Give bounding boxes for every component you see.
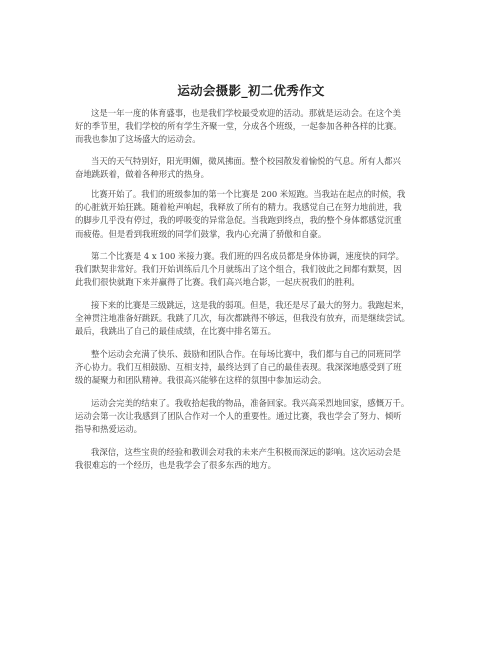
paragraph-line: 第二个比赛是 4 x 100 米接力赛。我们班的四名成员都是身体协调，速度快的同学。 xyxy=(91,251,405,261)
paragraph-line: 最后，我跳出了自己的最佳成绩，在比赛中排名第五。 xyxy=(75,326,276,337)
paragraph-line: 全神贯注地准备好跳跃。我跳了几次，每次都跳得不够远，但我没有放弃，而是继续尝试。 xyxy=(75,313,410,324)
paragraph-line: 而我也参加了这场盛大的运动会。 xyxy=(75,134,201,145)
paragraph-ending xyxy=(75,397,437,437)
paragraph-line: 的心脏就开始狂跳。随着枪声响起，我释放了所有的精力。我感觉自己在努力地前进，我 xyxy=(75,202,402,213)
paragraph-sprint xyxy=(75,188,437,241)
paragraph-conclusion xyxy=(75,446,437,472)
paragraph-line: 的脚步几乎没有停过，我的呼吸变的异常急促。当我跑到终点，我的整个身体都感觉沉重 xyxy=(75,215,402,226)
paragraph-line: 而疲倦。但是看到我班级的同学们鼓掌，我内心充满了骄傲和自豪。 xyxy=(75,228,327,239)
paragraph-line: 运动会第一次让我感到了团队合作对一个人的重要性。通过比赛，我也学会了努力、倾听 xyxy=(75,411,402,422)
paragraph-line: 运动会完美的结束了。我收拾起我的物品，准备回家。我兴高采烈地回家，感慨万千。 xyxy=(91,398,410,408)
paragraph-line: 指导和热爱运动。 xyxy=(75,424,142,435)
paragraph-line: 整个运动会充满了快乐、鼓励和团队合作。在每场比赛中，我们都与自己的同班同学 xyxy=(91,349,401,359)
paragraph-intro xyxy=(75,107,437,147)
paragraph-line: 奋地跳跃着，做着各种形式的热身。 xyxy=(75,169,209,180)
paragraph-line: 此我们很快就跑下来并赢得了比赛。我们高兴地合影，一起庆祝我们的胜利。 xyxy=(75,277,360,288)
paragraph-line: 这是一年一度的体育盛事，也是我们学校最受欢迎的活动。那就是运动会。在这个美 xyxy=(91,108,401,118)
paragraph-teamwork xyxy=(75,348,437,388)
paragraph-line: 我很难忘的一个经历，也是我学会了很多东西的地方。 xyxy=(75,460,276,471)
paragraph-line: 好的季节里，我们学校的所有学生齐聚一堂，分成各个班级，一起参加各种各样的比赛。 xyxy=(75,121,402,132)
paragraph-weather xyxy=(75,155,437,181)
paragraph-line: 我们默契非常好。我们开始训练后几个月就练出了这个组合，我们彼此之间都有默契，因 xyxy=(75,264,402,275)
paragraph-line: 当天的天气特别好，阳光明媚，微风拂面。整个校园散发着愉悦的气息。所有人都兴 xyxy=(91,156,401,166)
paragraph-line: 齐心协力。我们互相鼓励、互相支持，最终达到了自己的最佳表现。我深深地感受到了班 xyxy=(75,362,402,373)
paragraph-line: 我深信，这些宝贵的经验和教训会对我的未来产生积极而深远的影响。这次运动会是 xyxy=(91,447,401,457)
paragraph-line: 级的凝聚力和团队精神。我很高兴能够在这样的氛围中参加运动会。 xyxy=(75,375,327,386)
page-title: 运动会摄影_初二优秀作文 xyxy=(177,83,325,98)
paragraph-line: 接下来的比赛是三级跳远，这是我的弱项。但是，我还是尽了最大的努力。我跑起来， xyxy=(91,300,410,310)
paragraph-triple-jump xyxy=(75,299,437,339)
paragraph-line: 比赛开始了。我们的班级参加的第一个比赛是 200 米短跑。当我站在起点的时候，我 xyxy=(91,189,406,199)
paragraph-relay xyxy=(75,250,437,290)
